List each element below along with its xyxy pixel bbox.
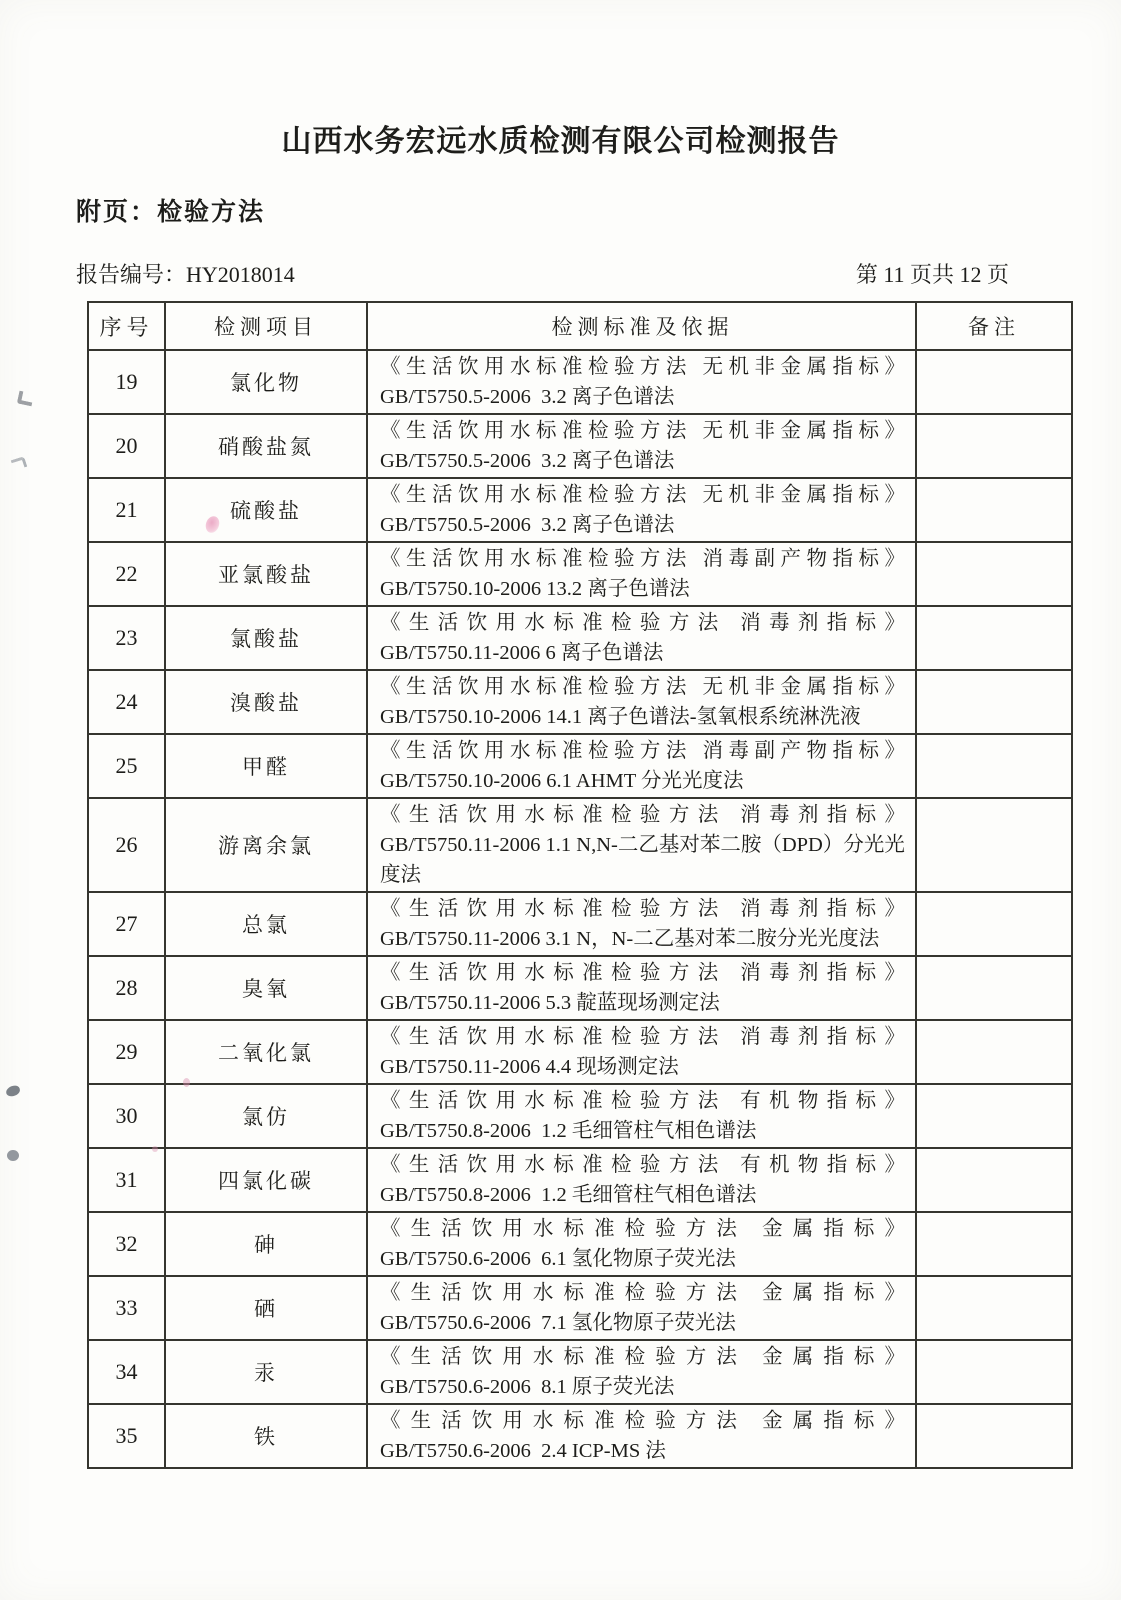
table-body xyxy=(88,350,1072,1468)
standard-method: GB/T5750.6-2006 2.4 ICP-MS 法 xyxy=(380,1440,666,1462)
row-seq: 35 xyxy=(88,1404,165,1468)
row-seq: 21 xyxy=(88,478,165,542)
table-row xyxy=(88,892,1072,956)
row-standard xyxy=(367,478,916,542)
row-item: 氯酸盐 xyxy=(165,606,367,670)
standard-method: GB/T5750.10-2006 14.1 离子色谱法-氢氧根系统淋洗液 xyxy=(380,706,861,728)
row-standard xyxy=(367,1084,916,1148)
row-standard xyxy=(367,606,916,670)
row-item: 四氯化碳 xyxy=(165,1148,367,1212)
row-note xyxy=(916,1148,1072,1212)
report-meta-row xyxy=(76,258,1009,289)
row-standard xyxy=(367,542,916,606)
row-note xyxy=(916,542,1072,606)
standard-method: GB/T5750.8-2006 1.2 毛细管柱气相色谱法 xyxy=(380,1184,757,1206)
row-item: 甲醛 xyxy=(165,734,367,798)
standard-method: GB/T5750.11-2006 1.1 N,N-二乙基对苯二胺（DPD）分光光度法 xyxy=(380,834,905,886)
standard-title: 《生活饮用水标准检验方法 无机非金属指标》 xyxy=(380,420,905,442)
table-row xyxy=(88,956,1072,1020)
standard-title: 《生活饮用水标准检验方法 消毒剂指标》 xyxy=(380,898,905,920)
row-note xyxy=(916,892,1072,956)
table-row xyxy=(88,1276,1072,1340)
table-row xyxy=(88,734,1072,798)
table-row xyxy=(88,798,1072,892)
standard-method: GB/T5750.6-2006 8.1 原子荧光法 xyxy=(380,1376,675,1398)
standard-title: 《生活饮用水标准检验方法 金属指标》 xyxy=(380,1346,905,1368)
row-item: 汞 xyxy=(165,1340,367,1404)
row-note xyxy=(916,350,1072,414)
row-item: 臭氧 xyxy=(165,956,367,1020)
standard-method: GB/T5750.5-2006 3.2 离子色谱法 xyxy=(380,514,675,536)
scan-artifact xyxy=(17,391,34,407)
standard-method: GB/T5750.5-2006 3.2 离子色谱法 xyxy=(380,386,675,408)
row-item: 铁 xyxy=(165,1404,367,1468)
row-note xyxy=(916,414,1072,478)
standard-title: 《生活饮用水标准检验方法 无机非金属指标》 xyxy=(380,676,905,698)
row-seq: 20 xyxy=(88,414,165,478)
standard-method: GB/T5750.11-2006 6 离子色谱法 xyxy=(380,642,664,664)
row-note xyxy=(916,956,1072,1020)
row-item: 硝酸盐氮 xyxy=(165,414,367,478)
appendix-subtitle: 附页：检验方法 xyxy=(76,198,266,226)
standard-title: 《生活饮用水标准检验方法 消毒副产物指标》 xyxy=(380,740,905,762)
row-item: 砷 xyxy=(165,1212,367,1276)
standard-method: GB/T5750.8-2006 1.2 毛细管柱气相色谱法 xyxy=(380,1120,757,1142)
table-row xyxy=(88,1212,1072,1276)
row-standard xyxy=(367,956,916,1020)
row-item: 硒 xyxy=(165,1276,367,1340)
scan-artifact xyxy=(7,1150,19,1161)
row-standard xyxy=(367,1404,916,1468)
row-item: 游离余氯 xyxy=(165,798,367,892)
row-note xyxy=(916,1212,1072,1276)
row-seq: 32 xyxy=(88,1212,165,1276)
row-note xyxy=(916,798,1072,892)
methods-table xyxy=(87,301,1073,1469)
standard-title: 《生活饮用水标准检验方法 金属指标》 xyxy=(380,1410,905,1432)
table-row xyxy=(88,670,1072,734)
row-seq: 24 xyxy=(88,670,165,734)
standard-title: 《生活饮用水标准检验方法 无机非金属指标》 xyxy=(380,356,905,378)
row-item: 氯化物 xyxy=(165,350,367,414)
row-note xyxy=(916,1404,1072,1468)
row-standard xyxy=(367,1212,916,1276)
row-standard xyxy=(367,798,916,892)
row-note xyxy=(916,1276,1072,1340)
row-item: 硫酸盐 xyxy=(165,478,367,542)
standard-method: GB/T5750.6-2006 6.1 氢化物原子荧光法 xyxy=(380,1248,736,1270)
row-note xyxy=(916,478,1072,542)
row-seq: 19 xyxy=(88,350,165,414)
table-row xyxy=(88,350,1072,414)
standard-method: GB/T5750.10-2006 6.1 AHMT 分光光度法 xyxy=(380,770,744,792)
row-seq: 23 xyxy=(88,606,165,670)
col-header-standard: 检测标准及依据 xyxy=(367,302,916,350)
row-seq: 33 xyxy=(88,1276,165,1340)
standard-method: GB/T5750.10-2006 13.2 离子色谱法 xyxy=(380,578,690,600)
table-row xyxy=(88,1020,1072,1084)
standard-title: 《生活饮用水标准检验方法 消毒剂指标》 xyxy=(380,1026,905,1048)
table-row xyxy=(88,1340,1072,1404)
standard-title: 《生活饮用水标准检验方法 金属指标》 xyxy=(380,1282,905,1304)
row-item: 氯仿 xyxy=(165,1084,367,1148)
row-note xyxy=(916,1340,1072,1404)
standard-title: 《生活饮用水标准检验方法 消毒剂指标》 xyxy=(380,804,905,826)
standard-title: 《生活饮用水标准检验方法 无机非金属指标》 xyxy=(380,484,905,506)
standard-method: GB/T5750.6-2006 7.1 氢化物原子荧光法 xyxy=(380,1312,736,1334)
table-row xyxy=(88,542,1072,606)
row-seq: 29 xyxy=(88,1020,165,1084)
row-item: 总氯 xyxy=(165,892,367,956)
row-seq: 28 xyxy=(88,956,165,1020)
standard-title: 《生活饮用水标准检验方法 消毒剂指标》 xyxy=(380,612,905,634)
row-standard xyxy=(367,350,916,414)
row-seq: 34 xyxy=(88,1340,165,1404)
row-standard xyxy=(367,1020,916,1084)
report-number: 报告编号：HY2018014 xyxy=(76,262,295,287)
standard-title: 《生活饮用水标准检验方法 金属指标》 xyxy=(380,1218,905,1240)
standard-title: 《生活饮用水标准检验方法 有机物指标》 xyxy=(380,1090,905,1112)
row-note xyxy=(916,1084,1072,1148)
table-row xyxy=(88,478,1072,542)
header-row xyxy=(88,302,1072,350)
standard-title: 《生活饮用水标准检验方法 消毒剂指标》 xyxy=(380,962,905,984)
row-standard xyxy=(367,1340,916,1404)
standard-method: GB/T5750.5-2006 3.2 离子色谱法 xyxy=(380,450,675,472)
row-standard xyxy=(367,1276,916,1340)
standard-title: 《生活饮用水标准检验方法 消毒副产物指标》 xyxy=(380,548,905,570)
row-seq: 31 xyxy=(88,1148,165,1212)
row-item: 亚氯酸盐 xyxy=(165,542,367,606)
row-standard xyxy=(367,734,916,798)
table-row xyxy=(88,1148,1072,1212)
row-seq: 26 xyxy=(88,798,165,892)
standard-method: GB/T5750.11-2006 5.3 靛蓝现场测定法 xyxy=(380,992,720,1014)
scan-artifact xyxy=(5,1085,21,1098)
row-note xyxy=(916,734,1072,798)
table-row xyxy=(88,606,1072,670)
row-note xyxy=(916,606,1072,670)
standard-method: GB/T5750.11-2006 3.1 N，N-二乙基对苯二胺分光光度法 xyxy=(380,928,880,950)
col-header-seq: 序号 xyxy=(88,302,165,350)
row-standard xyxy=(367,892,916,956)
table-row xyxy=(88,414,1072,478)
row-item: 溴酸盐 xyxy=(165,670,367,734)
table-row xyxy=(88,1404,1072,1468)
row-item: 二氧化氯 xyxy=(165,1020,367,1084)
row-standard xyxy=(367,414,916,478)
table-row xyxy=(88,1084,1072,1148)
row-standard xyxy=(367,1148,916,1212)
row-seq: 30 xyxy=(88,1084,165,1148)
row-note xyxy=(916,1020,1072,1084)
row-standard xyxy=(367,670,916,734)
table-header xyxy=(88,302,1072,350)
page-indicator: 第 11 页共 12 页 xyxy=(855,262,1009,287)
row-seq: 25 xyxy=(88,734,165,798)
standard-method: GB/T5750.11-2006 4.4 现场测定法 xyxy=(380,1056,679,1078)
col-header-item: 检测项目 xyxy=(165,302,367,350)
row-seq: 22 xyxy=(88,542,165,606)
scan-artifact xyxy=(11,456,28,471)
page-title: 山西水务宏远水质检测有限公司检测报告 xyxy=(281,125,840,158)
row-note xyxy=(916,670,1072,734)
standard-title: 《生活饮用水标准检验方法 有机物指标》 xyxy=(380,1154,905,1176)
row-seq: 27 xyxy=(88,892,165,956)
col-header-note: 备注 xyxy=(916,302,1072,350)
